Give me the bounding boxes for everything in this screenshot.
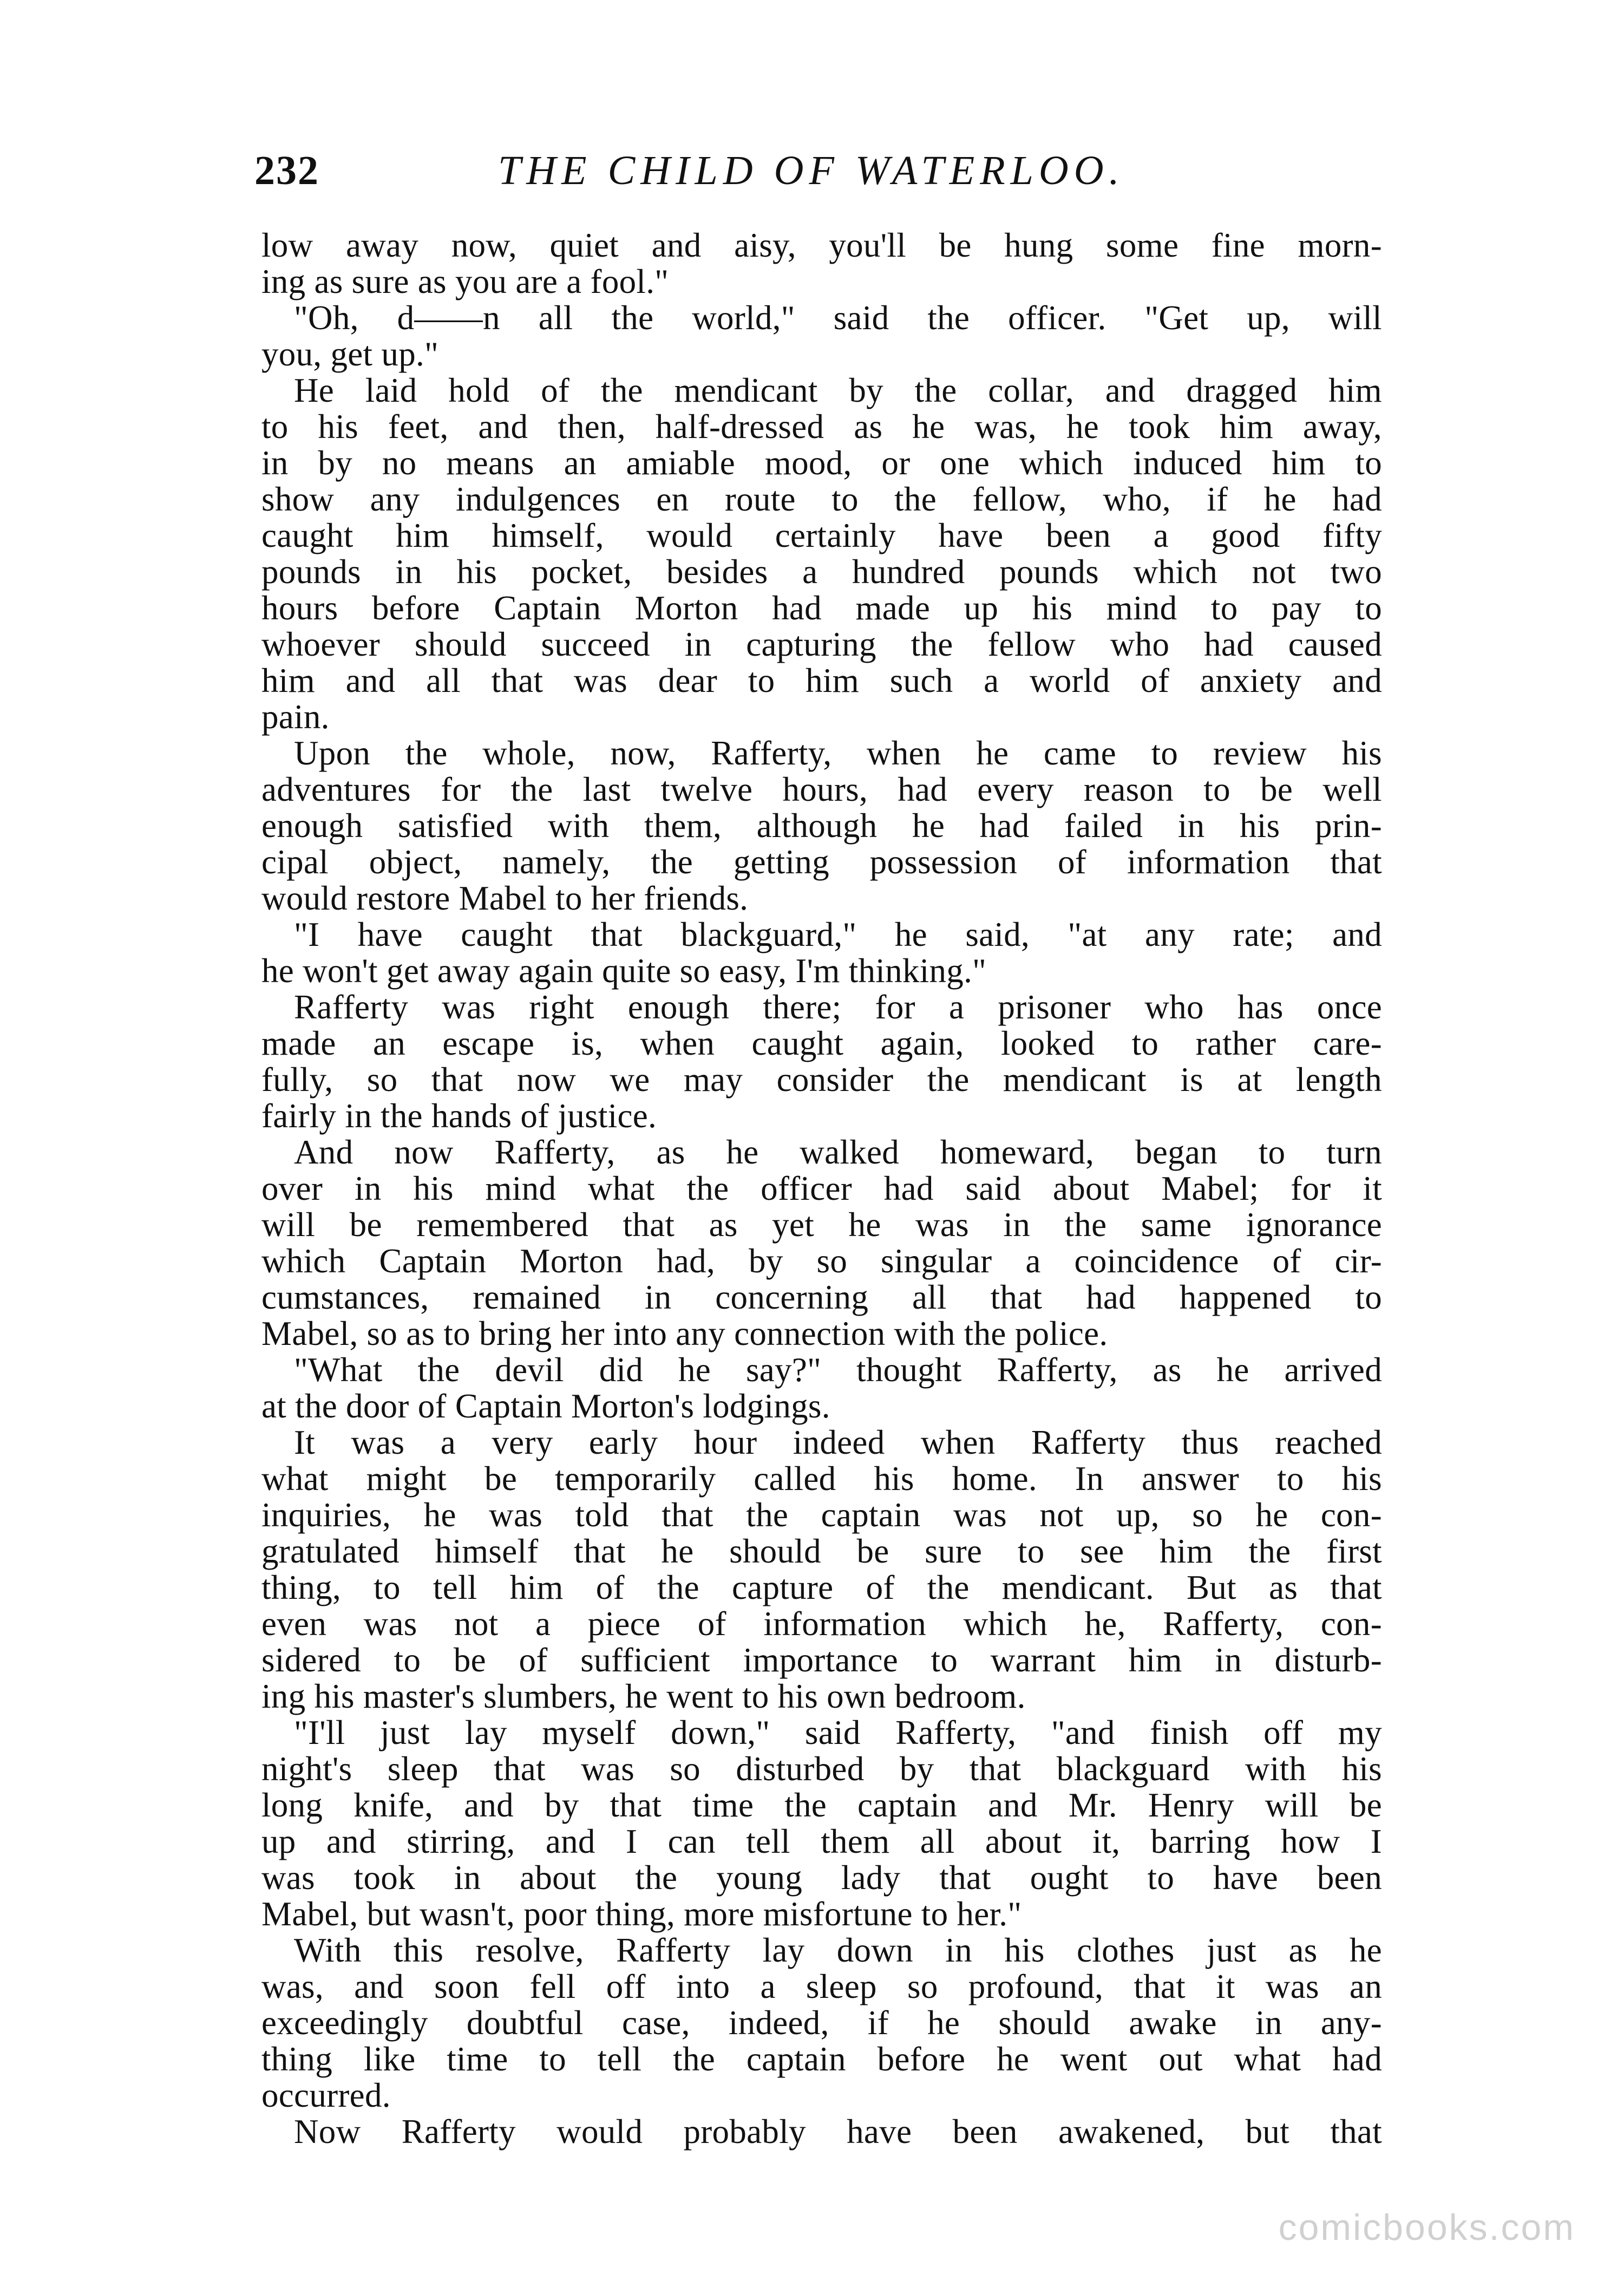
text-line: gratulated himself that he should be sure to see him the first xyxy=(261,1532,1382,1570)
text-line: up and stirring, and I can tell them all about it, barring how I xyxy=(261,1822,1382,1860)
text-line: He laid hold of the mendicant by the collar, and dragged him xyxy=(294,371,1382,409)
text-line: occurred. xyxy=(261,2076,391,2114)
text-line: to his feet, and then, half-dressed as he was, he took him away, xyxy=(261,408,1382,446)
text-line: caught him himself, would certainly have been a good fifty xyxy=(261,517,1382,554)
text-line: Rafferty was right enough there; for a prisoner who has once xyxy=(294,988,1382,1026)
text-line: pain. xyxy=(261,698,330,736)
text-line: what might be temporarily called his home. In answer to his xyxy=(261,1460,1382,1498)
text-line: Upon the whole, now, Rafferty, when he came to review his xyxy=(294,734,1382,772)
text-line: fully, so that now we may consider the mendicant is at length xyxy=(261,1061,1382,1099)
text-line: sidered to be of sufficient importance to warrant him in disturb- xyxy=(261,1641,1382,1679)
text-line: will be remembered that as yet he was in the same ignorance xyxy=(261,1206,1382,1244)
text-line: night's sleep that was so disturbed by that blackguard with his xyxy=(261,1750,1382,1788)
text-line: hours before Captain Morton had made up his mind to pay to xyxy=(261,589,1382,627)
text-line: low away now, quiet and aisy, you'll be hung some fine morn- xyxy=(261,226,1382,264)
text-line: exceedingly doubtful case, indeed, if he should awake in any- xyxy=(261,2004,1382,2042)
text-line: ing his master's slumbers, he went to his own bedroom. xyxy=(261,1677,1026,1715)
text-line: him and all that was dear to him such a world of anxiety and xyxy=(261,662,1382,700)
text-line: was took in about the young lady that ought to have been xyxy=(261,1859,1382,1897)
text-line: cumstances, remained in concerning all that had happened to xyxy=(261,1278,1382,1316)
text-line: thing, to tell him of the capture of the mendicant. But as that xyxy=(261,1569,1382,1606)
text-line: Now Rafferty would probably have been awakened, but that xyxy=(294,2113,1382,2151)
text-line: thing like time to tell the captain before he went out what had xyxy=(261,2040,1382,2078)
text-line: It was a very early hour indeed when Rafferty thus reached xyxy=(294,1423,1382,1461)
text-line: even was not a piece of information which he, Rafferty, con- xyxy=(261,1605,1382,1643)
text-line: ing as sure as you are a fool." xyxy=(261,263,669,300)
text-line: he won't get away again quite so easy, I'm thinking." xyxy=(261,952,987,990)
text-line: whoever should succeed in capturing the fellow who had caused xyxy=(261,625,1382,663)
text-line: "I have caught that blackguard," he said, "at any rate; and xyxy=(294,916,1382,953)
text-line: show any indulgences en route to the fellow, who, if he had xyxy=(261,480,1382,518)
text-line: made an escape is, when caught again, looked to rather care- xyxy=(261,1024,1382,1062)
text-line: pounds in his pocket, besides a hundred pounds which not two xyxy=(261,553,1382,591)
text-line: which Captain Morton had, by so singular a coincidence of cir- xyxy=(261,1242,1382,1280)
text-line: over in his mind what the officer had said about Mabel; for it xyxy=(261,1169,1382,1207)
text-line: Mabel, so as to bring her into any connection with the police. xyxy=(261,1315,1108,1352)
text-line: With this resolve, Rafferty lay down in his clothes just as he xyxy=(294,1931,1382,1969)
text-line: at the door of Captain Morton's lodgings. xyxy=(261,1387,830,1425)
text-line: adventures for the last twelve hours, had every reason to be well xyxy=(261,770,1382,808)
text-line: inquiries, he was told that the captain was not up, so he con- xyxy=(261,1496,1382,1534)
text-line: long knife, and by that time the captain and Mr. Henry will be xyxy=(261,1786,1382,1824)
page-number: 232 xyxy=(254,148,319,193)
running-title: THE CHILD OF WATERLOO. xyxy=(498,148,1125,193)
text-line: you, get up." xyxy=(261,335,439,373)
text-line: "Oh, d——n all the world," said the officer. "Get up, will xyxy=(294,299,1382,337)
text-line: And now Rafferty, as he walked homeward, began to turn xyxy=(294,1133,1382,1171)
text-line: fairly in the hands of justice. xyxy=(261,1097,657,1135)
text-line: was, and soon fell off into a sleep so profound, that it was an xyxy=(261,1968,1382,2005)
text-line: in by no means an amiable mood, or one which induced him to xyxy=(261,444,1382,482)
text-body xyxy=(261,227,1382,2150)
watermark: comicbooks.com xyxy=(1278,2207,1575,2248)
text-line: would restore Mabel to her friends. xyxy=(261,879,749,917)
text-line: Mabel, but wasn't, poor thing, more misfortune to her." xyxy=(261,1895,1022,1933)
text-line: enough satisfied with them, although he had failed in his prin- xyxy=(261,807,1382,845)
text-line: "What the devil did he say?" thought Rafferty, as he arrived xyxy=(294,1351,1382,1389)
page-header xyxy=(254,147,1391,207)
text-line: cipal object, namely, the getting possession of information that xyxy=(261,843,1382,881)
text-line: "I'll just lay myself down," said Rafferty, "and finish off my xyxy=(294,1714,1382,1752)
